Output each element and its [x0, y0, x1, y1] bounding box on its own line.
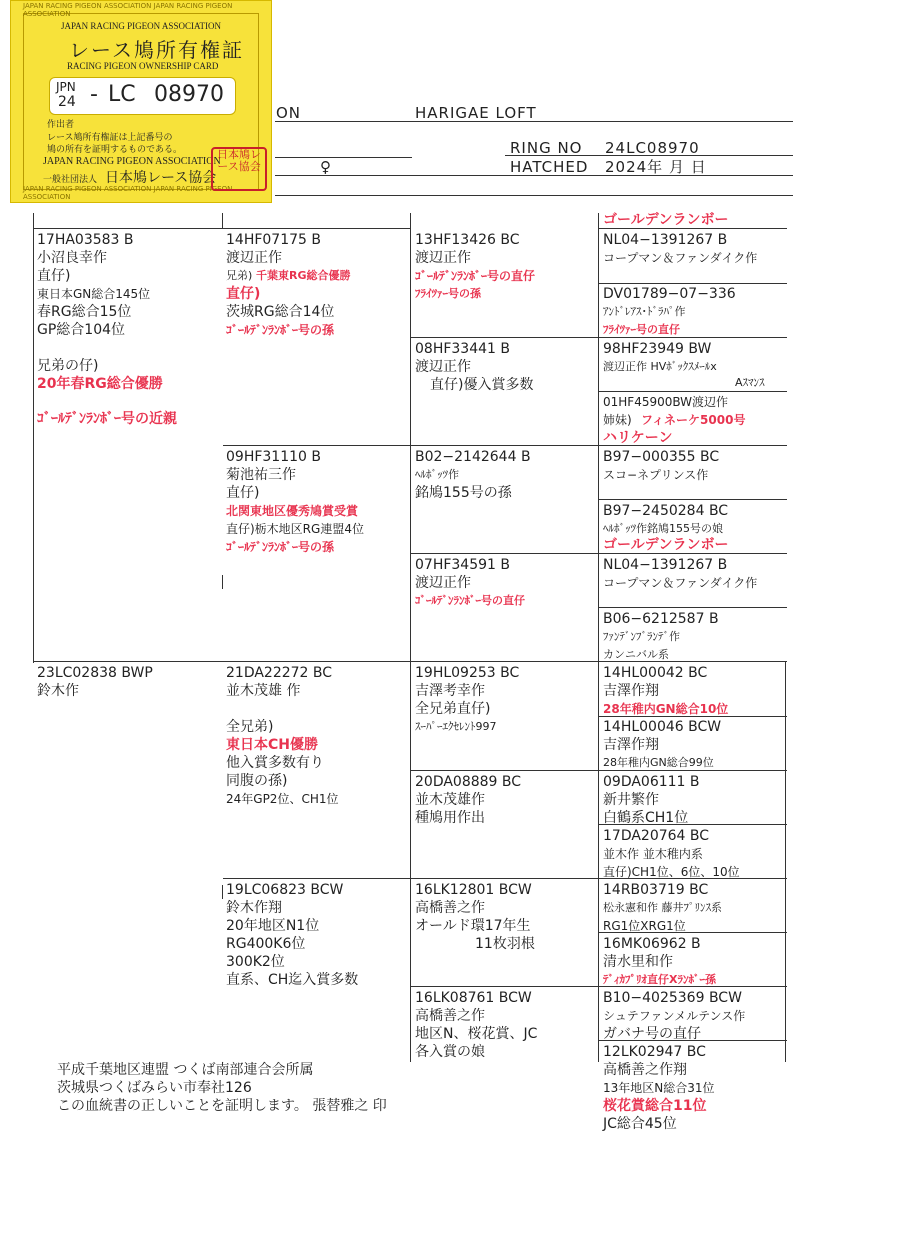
card-org-prefix: 一般社団法人: [43, 175, 98, 185]
c4h-ring: B06−6212587 B: [603, 611, 719, 627]
c2a-prefix: 兄弟): [226, 269, 253, 282]
c4b-ring: DV01789−07−336: [603, 286, 736, 302]
c4o-line: ガバナ号の直仔: [603, 1026, 701, 1042]
card-year: 24: [58, 94, 76, 110]
c3c-breeder: ﾍﾙﾎﾞｯﾂ作: [415, 468, 459, 481]
hline-c2-1: [223, 445, 787, 446]
c4c-line: Aｽﾏﾝｽ: [735, 376, 765, 389]
c4p-ring: 12LK02947 BC: [603, 1044, 706, 1060]
vline-col1-top: [33, 213, 34, 663]
c4e-ring: B97−000355 BC: [603, 449, 720, 465]
c3e-breeder: 吉澤考幸作: [415, 683, 485, 699]
c3d-ring: 07HF34591 B: [415, 557, 510, 573]
c2d-line-1: 20年地区N1位: [226, 918, 320, 934]
c4c-breeder: 渡辺正作 HVﾎﾞｯｸｽﾒｰﾙx: [603, 360, 717, 373]
c2c-ring: 21DA22272 BC: [226, 665, 333, 681]
c4n-ring: 16MK06962 B: [603, 936, 701, 952]
vline-col2-mark: [222, 575, 223, 589]
card-assoc-bottom: JAPAN RACING PIGEON ASSOCIATION: [43, 156, 221, 167]
ring-value: 24LC08970: [605, 139, 700, 157]
c4p-breeder: 高橋善之作翔: [603, 1062, 687, 1078]
sire-breeder: 小沼良幸作: [37, 250, 107, 266]
vline-col4-top: [598, 213, 599, 661]
hline-c4-1: [599, 283, 787, 284]
c4d-red-2: ハリケーン: [603, 430, 673, 446]
card-number: 08970: [154, 82, 224, 107]
vline-right-bottom: [785, 662, 786, 1062]
c3b-line: 直仔)優入賞多数: [430, 377, 534, 393]
c4j-breeder: 吉澤作翔: [603, 737, 659, 753]
c4d-ring: 01HF45900BW渡辺作: [603, 395, 729, 409]
c4k-ring: 09DA06111 B: [603, 774, 700, 790]
sire-red-1: 20年春RG総合優勝: [37, 376, 163, 392]
c3a-red-1: ｺﾞｰﾙﾃﾞﾝﾗﾝﾎﾞｰ号の直仔: [415, 269, 536, 283]
c3f-breeder: 並木茂雄作: [415, 792, 485, 808]
c2c-breeder: 並木茂雄 作: [226, 683, 301, 699]
header-rule-3: [275, 157, 412, 158]
hline-mid: [33, 661, 787, 662]
c2b-red-1: 北関東地区優秀鳩賞受賞: [226, 504, 359, 518]
c4m-ring: 14RB03719 BC: [603, 882, 709, 898]
c4f-breeder: ﾍﾙﾎﾞｯﾂ作銘鳩155号の娘: [603, 522, 723, 535]
card-seal-stamp: 日本鳩レース協会: [211, 147, 267, 191]
c3g-ring: 16LK12801 BCW: [415, 882, 532, 898]
c4h-line: カンニバル系: [603, 648, 669, 661]
card-dash: -: [90, 82, 98, 107]
c4f-ring: B97−2450284 BC: [603, 503, 729, 519]
c4b-red: ﾌﾗｲﾂｧｰ号の直仔: [603, 323, 680, 336]
hatched-label: HATCHED: [510, 158, 589, 176]
card-letters: LC: [108, 82, 136, 107]
vline-col4-bottom: [598, 662, 599, 1062]
c3h-line-1: 地区N、桜花賞、JC: [415, 1026, 538, 1042]
c2a-breeder: 渡辺正作: [226, 250, 282, 266]
c4j-line: 28年稚内GN総合99位: [603, 756, 714, 769]
c2d-ring: 19LC06823 BCW: [226, 882, 344, 898]
c4n-red: ﾃﾞｨｶﾌﾟﾘｵ直仔Xﾗﾝﾎﾞｰ孫: [603, 973, 716, 986]
c4g-ring: NL04−1391267 B: [603, 557, 728, 573]
c3f-line: 種鳩用作出: [415, 810, 485, 826]
c4a-ring: NL04−1391267 B: [603, 232, 728, 248]
c2a-line: 茨城RG総合14位: [226, 304, 335, 320]
c2a-ring: 14HF07175 B: [226, 232, 321, 248]
c3h-breeder: 高橋善之作: [415, 1008, 485, 1024]
dam-breeder: 鈴木作: [37, 683, 79, 699]
c3c-line: 銘鳩155号の孫: [415, 485, 512, 501]
header-rule-5: [275, 195, 793, 196]
c4-top-red: ゴールデンランボー: [603, 212, 729, 228]
c4j-ring: 14HL00046 BCW: [603, 719, 722, 735]
c4m-breeder: 松永憲和作 藤井ﾌﾟﾘﾝｽ系: [603, 901, 722, 914]
c3g-breeder: 高橋善之作: [415, 900, 485, 916]
card-jpn: JPN: [56, 80, 76, 94]
c3a-ring: 13HF13426 BC: [415, 232, 520, 248]
c4l-line: 直仔)CH1位、6位、10位: [603, 865, 740, 879]
footer-line-3: この血統書の正しいことを証明します。 張替雅之 印: [57, 1098, 387, 1114]
footer-line-1: 平成千葉地区連盟 つくば南部連合会所属: [57, 1062, 314, 1078]
c4i-breeder: 吉澤作翔: [603, 683, 659, 699]
c4e-breeder: スコ−ネプリンス作: [603, 468, 709, 482]
c4g-breeder: コープマン＆ファンダイク作: [603, 576, 758, 590]
c3b-breeder: 渡辺正作: [415, 359, 471, 375]
vline-col2-mark2: [222, 885, 223, 899]
card-title-jp: レース鳩所有権証: [69, 38, 244, 62]
hline-c3-1: [411, 337, 787, 338]
c2c-red: 東日本CH優勝: [226, 737, 318, 753]
c3e-ring: 19HL09253 BC: [415, 665, 520, 681]
c4a-breeder: コープマン＆ファンダイク作: [603, 251, 758, 265]
hatched-value: 2024年 月 日: [605, 158, 707, 176]
c3c-ring: B02−2142644 B: [415, 449, 531, 465]
c2a-red-2: 直仔): [226, 286, 261, 302]
c4p-red: 桜花賞総合11位: [603, 1098, 707, 1114]
card-assoc-top: JAPAN RACING PIGEON ASSOCIATION: [61, 21, 221, 31]
c2c-more-3: 24年GP2位、CH1位: [226, 792, 339, 806]
c4d-prefix: 姉妹): [603, 413, 632, 427]
c3b-ring: 08HF33441 B: [415, 341, 510, 357]
hline-c4-3: [599, 499, 787, 500]
hline-c3-3: [411, 770, 787, 771]
c4i-red: 28年稚内GN総合10位: [603, 702, 729, 716]
c4m-line: RG1位XRG1位: [603, 919, 686, 933]
hline-c3-2: [411, 553, 787, 554]
c3f-ring: 20DA08889 BC: [415, 774, 522, 790]
sire-ring: 17HA03583 B: [37, 232, 134, 248]
card-notice-2: 鳩の所有を証明するものである。: [47, 145, 183, 155]
loft-name: HARIGAE LOFT: [415, 104, 537, 122]
c2a-red-3: ｺﾞｰﾙﾃﾞﾝﾗﾝﾎﾞｰ号の孫: [226, 323, 335, 337]
c3h-line-2: 各入賞の娘: [415, 1044, 485, 1060]
c4b-breeder: ｱﾝﾄﾞﾚｱｽ･ﾄﾞﾗﾊﾟ作: [603, 305, 686, 318]
sex-symbol: ♀: [320, 158, 332, 176]
c2c-more-2: 同腹の孫): [226, 773, 288, 789]
ring-label: RING NO: [510, 139, 583, 157]
c4o-breeder: シュテファンメルテンス作: [603, 1009, 746, 1023]
hline-top-left: [33, 228, 411, 229]
sire-line-5: 春RG総合15位: [37, 304, 132, 320]
c4k-line: 白鶴系CH1位: [603, 810, 689, 826]
c2d-line-4: 直系、CH迄入賞多数: [226, 972, 359, 988]
sire-line-3: 直仔): [37, 268, 71, 284]
ownership-card: [10, 0, 272, 203]
vline-col3-top: [410, 213, 411, 661]
c3a-breeder: 渡辺正作: [415, 250, 471, 266]
c2b-breeder: 菊池祐三作: [226, 467, 296, 483]
c3g-line-1: オールド環17年生: [415, 918, 531, 934]
dam-ring: 23LC02838 BWP: [37, 665, 153, 681]
c2d-line-2: RG400K6位: [226, 936, 306, 952]
c4i-ring: 14HL00042 BC: [603, 665, 708, 681]
footer-line-2: 茨城県つくばみらい市奉社126: [57, 1080, 252, 1096]
c3a-red-2: ﾌﾗｲﾂｧｰ号の孫: [415, 287, 481, 300]
c3d-red: ｺﾞｰﾙﾃﾞﾝﾗﾝﾎﾞｰ号の直仔: [415, 594, 525, 607]
sire-line-6: GP総合104位: [37, 322, 126, 338]
c4c-ring: 98HF23949 BW: [603, 341, 712, 357]
c3d-breeder: 渡辺正作: [415, 575, 471, 591]
c3e-line: 全兄弟直仔): [415, 701, 491, 717]
hline-c3-4: [411, 986, 787, 987]
card-org-name: 日本鳩レース協会: [105, 170, 217, 186]
header-on-fragment: ON: [276, 104, 302, 122]
c4d-red-1: フィネーケ5000号: [641, 413, 746, 427]
c4o-ring: B10−4025369 BCW: [603, 990, 742, 1006]
vline-col3-bottom: [410, 662, 411, 1062]
c2b-line-2: 直仔)栃木地区RG連盟4位: [226, 522, 364, 536]
c2d-line-3: 300K2位: [226, 954, 285, 970]
c4n-breeder: 清水里和作: [603, 954, 673, 970]
c3e-sm: ｽｰﾊﾟｰｴｸｾﾚﾝﾄ997: [415, 720, 497, 733]
vline-col2-stub: [222, 213, 223, 228]
hline-c4-4: [599, 607, 787, 608]
c3h-ring: 16LK08761 BCW: [415, 990, 532, 1006]
c4l-ring: 17DA20764 BC: [603, 828, 710, 844]
card-edge-bottom: JAPAN RACING PIGEON ASSOCIATION JAPAN RACING PIGEON ASSOCIATION: [23, 185, 233, 201]
c2d-breeder: 鈴木作翔: [226, 900, 282, 916]
c3g-line-2: 11枚羽根: [475, 936, 535, 952]
sire-red-2: ｺﾞｰﾙﾃﾞﾝﾗﾝﾎﾞｰ号の近親: [37, 411, 177, 427]
card-notice-1: レース鳩所有権証は上記番号の: [47, 133, 173, 143]
sire-line-4: 東日本GN総合145位: [37, 287, 151, 301]
c4f-red: ゴールデンランボー: [603, 537, 729, 553]
c4p-line: 13年地区N総合31位: [603, 1081, 715, 1095]
c4h-breeder: ﾌｧﾝﾃﾞﾝﾌﾞﾗﾝﾃﾞ作: [603, 630, 680, 643]
c4p-last: JC総合45位: [603, 1116, 677, 1132]
c2b-red-2: ｺﾞｰﾙﾃﾞﾝﾗﾝﾎﾞｰ号の孫: [226, 540, 335, 554]
card-title-en: RACING PIGEON OWNERSHIP CARD: [67, 61, 219, 71]
c2a-red-1: 千葉東RG総合優勝: [256, 269, 351, 282]
sire-line-7: 兄弟の仔): [37, 358, 99, 374]
c2c-line: 全兄弟): [226, 719, 274, 735]
c2b-line: 直仔): [226, 485, 260, 501]
card-owner-label: 作出者: [47, 120, 75, 130]
c2b-ring: 09HF31110 B: [226, 449, 321, 465]
c4l-breeder: 並木作 並木稚内系: [603, 847, 703, 861]
c4k-breeder: 新井繁作: [603, 792, 659, 808]
card-ring-box: [49, 77, 236, 115]
c2c-more-1: 他入賞多数有り: [226, 755, 324, 771]
card-edge-top: JAPAN RACING PIGEON ASSOCIATION JAPAN RACING PIGEON ASSOCIATION: [23, 2, 233, 18]
